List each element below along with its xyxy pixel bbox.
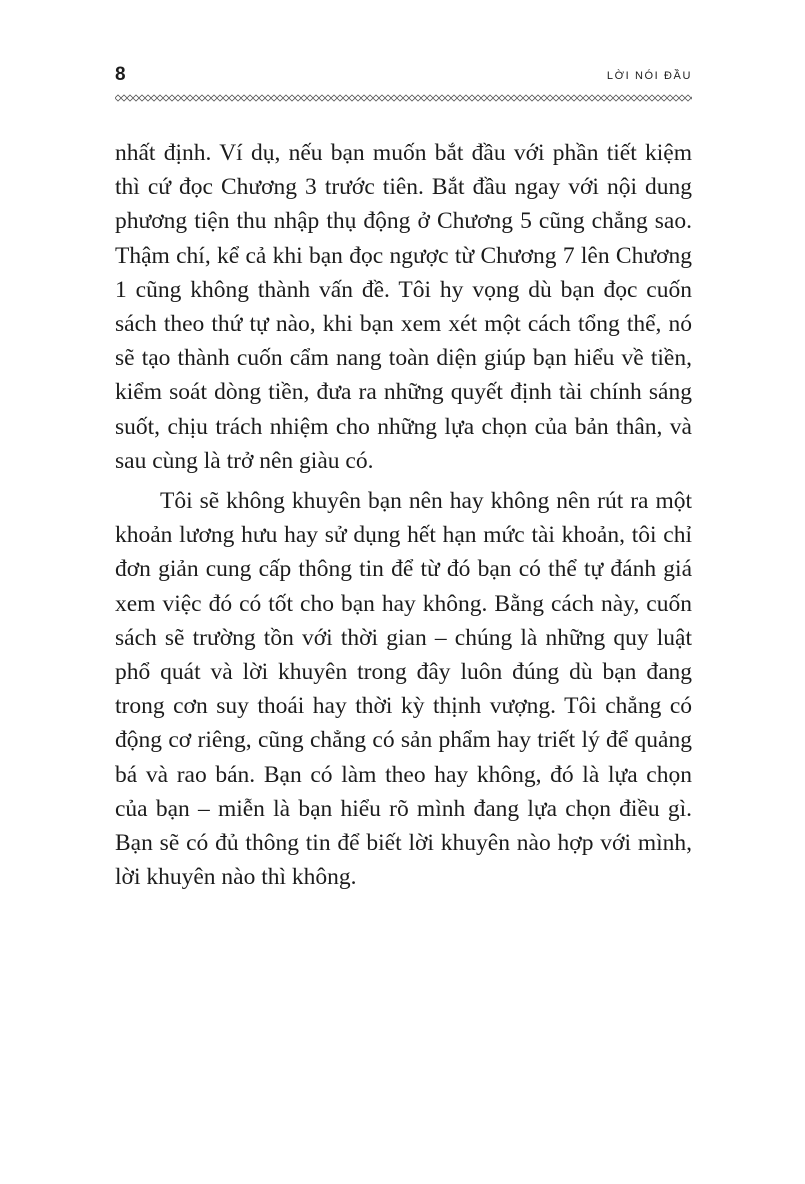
body-text [115,136,692,894]
decorative-header-rule [115,93,692,103]
paragraph-continued: nhất định. Ví dụ, nếu bạn muốn bắt đầu với phần tiết kiệm thì cứ đọc Chương 3 trước tiên. Bắt đầu ngay với nội dung phương tiện thu nhập thụ động ở Chương 5 cũng chẳng sao. Thậm chí, kể cả khi bạn đọc ngược từ Chương 7 lên Chương 1 cũng không thành vấn đề. Tôi hy vọng dù bạn đọc cuốn sách theo thứ tự nào, khi bạn xem xét một cách tổng thể, nó sẽ tạo thành cuốn cẩm nang toàn diện giúp bạn hiểu về tiền, kiểm soát dòng tiền, đưa ra những quyết định tài chính sáng suốt, chịu trách nhiệm cho những lựa chọn của bản thân, và sau cùng là trở nên giàu có. [115,140,692,474]
page-number: 8 [115,64,127,85]
chapter-title: LỜI NÓI ĐẦU [606,70,692,82]
paragraph: Tôi sẽ không khuyên bạn nên hay không nên rút ra một khoản lương hưu hay sử dụng hết hạn mức tài khoản, tôi chỉ đơn giản cung cấp thông tin để từ đó bạn có thể tự đánh giá xem việc đó có tốt cho bạn hay không. Bằng cách này, cuốn sách sẽ trường tồn với thời gian – chúng là những quy luật phổ quát và lời khuyên trong đây luôn đúng dù bạn đang trong cơn suy thoái hay thời kỳ thịnh vượng. Tôi chẳng có động cơ riêng, cũng chẳng có sản phẩm hay triết lý để quảng bá và rao bán. Bạn có làm theo hay không, đó là lựa chọn của bạn – miễn là bạn hiểu rõ mình đang lựa chọn điều gì. Bạn sẽ có đủ thông tin để biết lời khuyên nào hợp với mình, lời khuyên nào thì không. [115,488,692,891]
